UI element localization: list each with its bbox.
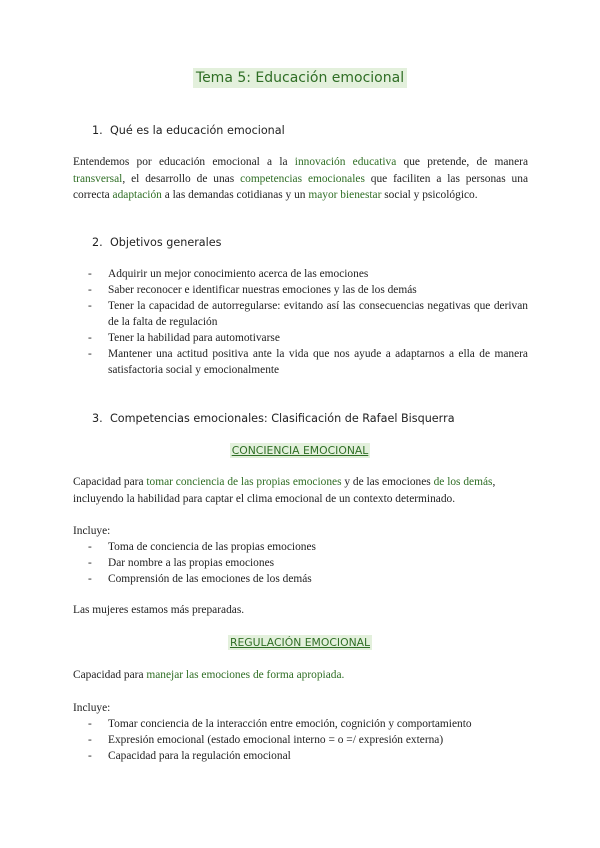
regulacion-title: REGULACIÓN EMOCIONAL xyxy=(229,636,371,649)
list-item: - Tener la habilidad para automotivarse xyxy=(73,330,528,346)
definition-paragraph: Entendemos por educación emocional a la innovación educativa que pretende, de manera transversal, el desarrollo de unas competencias emocionales que faciliten a las personas una correcta adaptación a las demandas cotidianas y un mayor bienestar social y psicológico. xyxy=(73,156,529,201)
regulacion-list xyxy=(73,716,528,764)
regulacion-incluye: Incluye: xyxy=(73,702,111,714)
highlight-term: de los demás xyxy=(433,476,493,488)
section-2-heading: 2. Objetivos generales xyxy=(92,236,222,249)
highlight-term: competencias emocionales xyxy=(240,172,365,185)
page-title: Tema 5: Educación emocional xyxy=(0,70,600,86)
conciencia-list xyxy=(73,539,528,587)
section-3-heading: 3. Competencias emocionales: Clasificación de Rafael Bisquerra xyxy=(92,412,455,425)
highlight-term: manejar las emociones de forma apropiada. xyxy=(146,669,345,681)
list-item: - Toma de conciencia de las propias emociones xyxy=(73,539,528,555)
highlight-term: adaptación xyxy=(112,189,162,201)
section-1-heading: 1. Qué es la educación emocional xyxy=(92,124,285,137)
list-item: - Saber reconocer e identificar nuestras emociones y las de los demás xyxy=(73,282,528,298)
list-item: - Mantener una actitud positiva ante la vida que nos ayude a adaptarnos a ella de manera satisfactoria social y emocionalmente xyxy=(73,346,528,378)
list-item: - Dar nombre a las propias emociones xyxy=(73,555,528,571)
conciencia-note: Las mujeres estamos más preparadas. xyxy=(73,604,245,616)
highlight-term: tomar conciencia de las propias emociones xyxy=(146,476,342,488)
list-item: - Adquirir un mejor conocimiento acerca de las emociones xyxy=(73,266,528,282)
conciencia-paragraph: Capacidad para tomar conciencia de las propias emociones y de las emociones de los demás, incluyendo la habilidad para captar el clima emocional de un contexto determinado. xyxy=(73,476,496,505)
regulacion-paragraph: Capacidad para manejar las emociones de forma apropiada. xyxy=(73,669,345,681)
conciencia-incluye: Incluye: xyxy=(73,525,111,537)
highlight-term: mayor bienestar xyxy=(308,189,382,201)
list-item: - Tener la capacidad de autorregularse: evitando así las consecuencias negativas que derivan de la falta de regulación xyxy=(73,298,528,330)
objectives-list xyxy=(73,266,528,378)
list-item: - Expresión emocional (estado emocional interno = o =/ expresión externa) xyxy=(73,732,528,748)
list-item: - Comprensión de las emociones de los demás xyxy=(73,571,528,587)
highlight-term: innovación educativa xyxy=(294,156,397,168)
conciencia-title: CONCIENCIA EMOCIONAL xyxy=(231,444,369,457)
highlight-term: transversal xyxy=(73,172,123,185)
list-item: - Capacidad para la regulación emocional xyxy=(73,748,528,764)
list-item: - Tomar conciencia de la interacción entre emoción, cognición y comportamiento xyxy=(73,716,528,732)
